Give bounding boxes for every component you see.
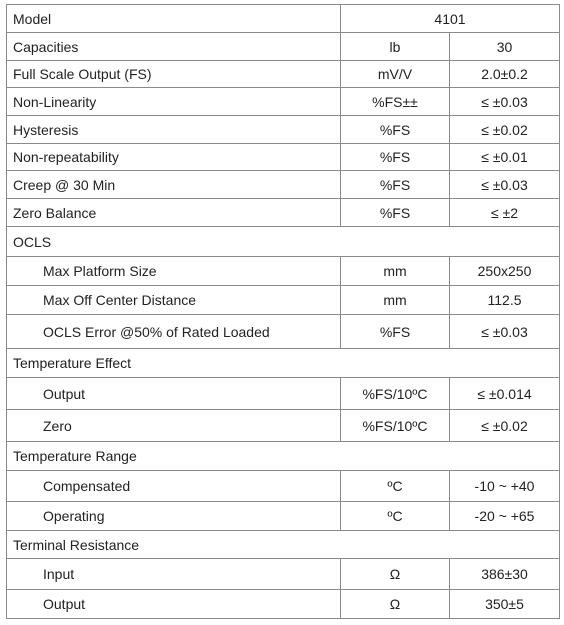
table-row xyxy=(7,88,560,116)
row-unit: %FS±± xyxy=(341,88,450,116)
table-row xyxy=(7,199,560,227)
row-unit: mm xyxy=(341,257,450,286)
row-label: Output xyxy=(7,590,341,619)
table-row xyxy=(7,315,560,349)
section-label: Temperature Effect xyxy=(7,349,560,378)
row-unit: Ω xyxy=(341,590,450,619)
row-unit: ºC xyxy=(341,471,450,502)
row-unit: ºC xyxy=(341,502,450,531)
section-row xyxy=(7,531,560,559)
table-row xyxy=(7,171,560,199)
row-value: ≤ ±0.02 xyxy=(450,116,560,144)
section-label: Terminal Resistance xyxy=(7,531,560,559)
table-row xyxy=(7,5,560,33)
row-value: 4101 xyxy=(341,5,560,33)
row-unit: mV/V xyxy=(341,61,450,88)
row-value: 2.0±0.2 xyxy=(450,61,560,88)
row-value: -20 ~ +65 xyxy=(450,502,560,531)
spec-table xyxy=(6,4,560,619)
row-label: Max Platform Size xyxy=(7,257,341,286)
row-value: 112.5 xyxy=(450,286,560,315)
row-label: Compensated xyxy=(7,471,341,502)
row-value: 386±30 xyxy=(450,559,560,590)
row-label: Zero xyxy=(7,410,341,442)
row-unit: %FS/10ºC xyxy=(341,410,450,442)
row-unit: %FS xyxy=(341,116,450,144)
row-value: -10 ~ +40 xyxy=(450,471,560,502)
section-row xyxy=(7,349,560,378)
row-label: Zero Balance xyxy=(7,199,341,227)
row-value: ≤ ±0.03 xyxy=(450,315,560,349)
section-row xyxy=(7,227,560,257)
row-value: ≤ ±2 xyxy=(450,199,560,227)
row-unit: %FS xyxy=(341,315,450,349)
row-value: 250x250 xyxy=(450,257,560,286)
table-row xyxy=(7,61,560,88)
row-value: ≤ ±0.03 xyxy=(450,171,560,199)
row-value: ≤ ±0.02 xyxy=(450,410,560,442)
row-label: Full Scale Output (FS) xyxy=(7,61,341,88)
table-row xyxy=(7,144,560,171)
row-unit: %FS xyxy=(341,199,450,227)
row-label: Non-repeatability xyxy=(7,144,341,171)
row-label: Model xyxy=(7,5,341,33)
row-unit: Ω xyxy=(341,559,450,590)
table-row xyxy=(7,559,560,590)
row-unit: lb xyxy=(341,33,450,61)
row-label: Capacities xyxy=(7,33,341,61)
row-label: Operating xyxy=(7,502,341,531)
row-value: 350±5 xyxy=(450,590,560,619)
table-row xyxy=(7,471,560,502)
row-value: ≤ ±0.014 xyxy=(450,378,560,410)
row-unit: mm xyxy=(341,286,450,315)
row-label: Input xyxy=(7,559,341,590)
row-label: Hysteresis xyxy=(7,116,341,144)
section-row xyxy=(7,442,560,471)
row-value: ≤ ±0.01 xyxy=(450,144,560,171)
section-label: Temperature Range xyxy=(7,442,560,471)
table-row xyxy=(7,286,560,315)
row-unit: %FS/10ºC xyxy=(341,378,450,410)
row-label: Max Off Center Distance xyxy=(7,286,341,315)
table-row xyxy=(7,33,560,61)
section-label: OCLS xyxy=(7,227,560,257)
table-row xyxy=(7,378,560,410)
row-label: OCLS Error @50% of Rated Loaded xyxy=(7,315,341,349)
row-unit: %FS xyxy=(341,144,450,171)
spec-table-body xyxy=(7,5,560,619)
row-unit: %FS xyxy=(341,171,450,199)
table-row xyxy=(7,590,560,619)
row-label: Output xyxy=(7,378,341,410)
row-label: Creep @ 30 Min xyxy=(7,171,341,199)
table-row xyxy=(7,116,560,144)
row-value: ≤ ±0.03 xyxy=(450,88,560,116)
table-row xyxy=(7,257,560,286)
row-label: Non-Linearity xyxy=(7,88,341,116)
table-row xyxy=(7,502,560,531)
row-value: 30 xyxy=(450,33,560,61)
table-row xyxy=(7,410,560,442)
